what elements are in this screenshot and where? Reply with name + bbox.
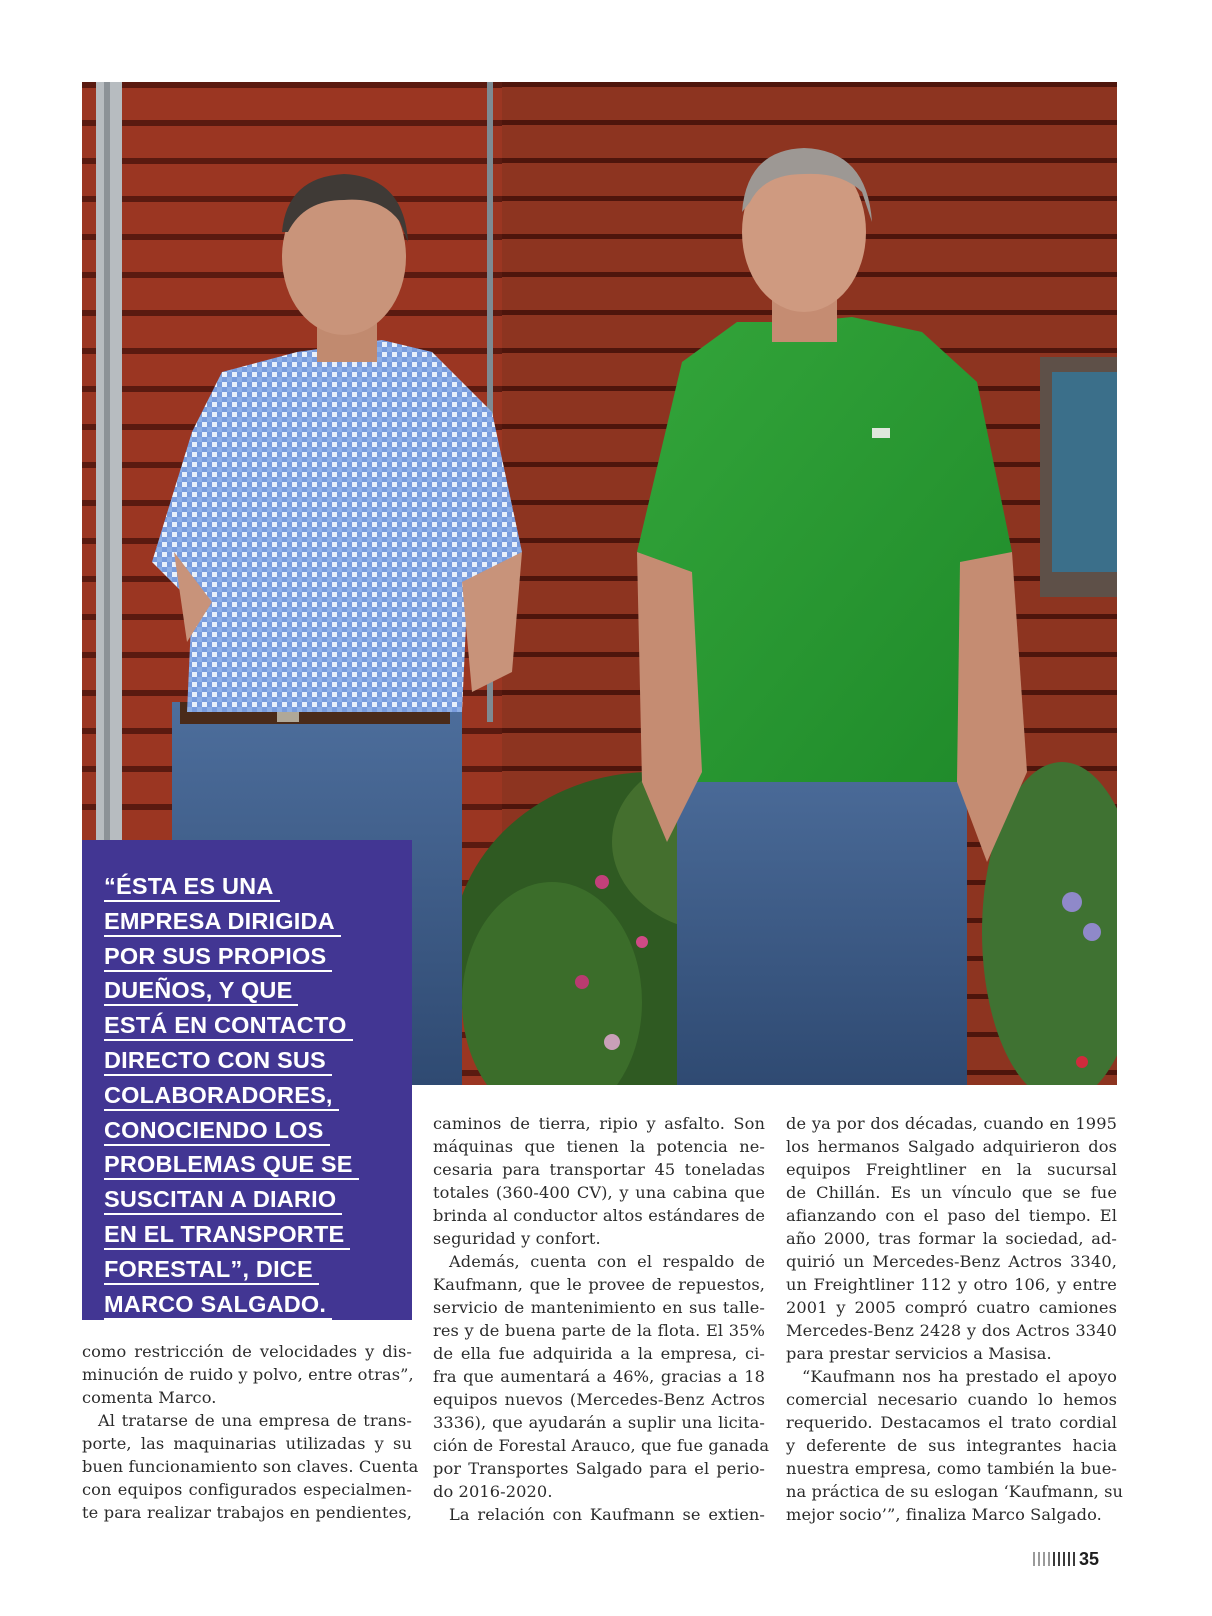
pullquote-box — [82, 840, 412, 1320]
body-text-line: porte, las maquinarias utilizadas y su — [82, 1434, 412, 1453]
pullquote-line: EMPRESA DIRIGIDA — [104, 905, 341, 937]
pullquote-line: POR SUS PROPIOS — [104, 940, 332, 972]
body-text-line: de Chillán. Es un vínculo que se fue — [786, 1183, 1117, 1202]
body-text-line: totales (360-400 CV), y una cabina que — [433, 1183, 765, 1202]
pullquote-line: MARCO SALGADO. — [104, 1288, 332, 1320]
body-column-3 — [786, 1112, 1124, 1526]
body-text-line: cesaria para transportar 45 toneladas — [433, 1160, 765, 1179]
body-text-line: equipos Freightliner en la sucursal — [786, 1160, 1117, 1179]
body-text-line: como restricción de velocidades y dis- — [82, 1342, 412, 1361]
body-column-2 — [433, 1112, 770, 1526]
body-paragraph — [786, 1365, 1124, 1526]
body-paragraph — [433, 1503, 765, 1526]
body-text-line: Al tratarse de una empresa de trans- — [98, 1411, 412, 1430]
pullquote-line: “ÉSTA ES UNA — [104, 870, 280, 902]
body-text-line: para prestar servicios a Masisa. — [786, 1344, 1052, 1363]
body-text-line: de ya por dos décadas, cuando en 1995 — [786, 1114, 1117, 1133]
body-text-line: servicio de mantenimiento en sus talle- — [433, 1298, 765, 1317]
body-paragraph — [433, 1250, 770, 1503]
pullquote-line: SUSCITAN A DIARIO — [104, 1183, 342, 1215]
pullquote-line: DUEÑOS, Y QUE — [104, 974, 298, 1006]
body-text-line: Mercedes-Benz 2428 y dos Actros 3340 — [786, 1321, 1117, 1340]
body-text-line: do 2016-2020. — [433, 1482, 553, 1501]
body-text-line: La relación con Kaufmann se extien- — [449, 1505, 765, 1524]
pullquote-line: COLABORADORES, — [104, 1079, 339, 1111]
body-text-line: fra que aumentará a 46%, gracias a 18 — [433, 1367, 765, 1386]
body-text-line: por Transportes Salgado para el perio- — [433, 1459, 765, 1478]
pullquote-line: DIRECTO CON SUS — [104, 1044, 332, 1076]
body-text-line: Además, cuenta con el respaldo de — [449, 1252, 765, 1271]
body-text-line: “Kaufmann nos ha prestado el apoyo — [802, 1367, 1117, 1386]
body-text-line: equipos nuevos (Mercedes-Benz Actros — [433, 1390, 765, 1409]
body-text-line: requerido. Destacamos el trato cordial — [786, 1413, 1117, 1432]
body-text-line: comenta Marco. — [82, 1388, 217, 1407]
body-text-line: te para realizar trabajos en pendientes, — [82, 1503, 412, 1522]
body-text-line: y deferente de sus integrantes hacia — [786, 1436, 1117, 1455]
body-paragraph — [786, 1112, 1117, 1365]
body-text-line: res y de buena parte de la flota. El 35% — [433, 1321, 765, 1340]
body-text-line: ción de Forestal Arauco, que fue ganada — [433, 1436, 770, 1455]
body-paragraph — [82, 1409, 419, 1524]
body-text-line: na práctica de su eslogan ‘Kaufmann, su — [786, 1482, 1124, 1501]
body-text-line: comercial necesario cuando lo hemos — [786, 1390, 1117, 1409]
pullquote-line: ESTÁ EN CONTACTO — [104, 1009, 353, 1041]
body-text-line: afianzando con el paso del tiempo. El — [786, 1206, 1117, 1225]
body-text-line: con equipos configurados especialmen- — [82, 1480, 412, 1499]
body-paragraph — [433, 1112, 765, 1250]
body-text-line: año 2000, tras formar la sociedad, ad- — [786, 1229, 1117, 1248]
body-text-line: un Freightliner 112 y otro 106, y entre — [786, 1275, 1117, 1294]
body-text-line: 3336), que ayudarán a suplir una licita- — [433, 1413, 765, 1432]
body-column-1 — [82, 1340, 419, 1524]
page-folio — [1033, 1548, 1099, 1570]
body-text-line: caminos de tierra, ripio y asfalto. Son — [433, 1114, 765, 1133]
body-text-line: nuestra empresa, como también la bue- — [786, 1459, 1117, 1478]
pullquote-line: CONOCIENDO LOS — [104, 1114, 330, 1146]
body-text-line: Kaufmann, que le provee de repuestos, — [433, 1275, 765, 1294]
body-paragraph — [82, 1340, 412, 1409]
body-text-line: los hermanos Salgado adquirieron dos — [786, 1137, 1117, 1156]
body-text-line: buen funcionamiento son claves. Cuenta — [82, 1457, 419, 1476]
body-text-line: brinda al conductor altos estándares de — [433, 1206, 765, 1225]
body-text-line: máquinas que tienen la potencia ne- — [433, 1137, 765, 1156]
body-text-line: 2001 y 2005 compró cuatro camiones — [786, 1298, 1117, 1317]
body-text-line: seguridad y confort. — [433, 1229, 601, 1248]
body-text-line: de ella fue adquirida a la empresa, ci- — [433, 1344, 765, 1363]
body-text-line: quirió un Mercedes-Benz Actros 3340, — [786, 1252, 1117, 1271]
pullquote-line: FORESTAL”, DICE — [104, 1253, 319, 1285]
page-number: 35 — [1079, 1548, 1100, 1569]
folio-ticks-ornament — [1033, 1552, 1075, 1566]
body-text-line: minución de ruido y polvo, entre otras”, — [82, 1365, 414, 1384]
body-text-line: mejor socio’”, finaliza Marco Salgado. — [786, 1505, 1102, 1524]
pullquote-line: PROBLEMAS QUE SE — [104, 1148, 359, 1180]
pullquote-line: EN EL TRANSPORTE — [104, 1218, 350, 1250]
